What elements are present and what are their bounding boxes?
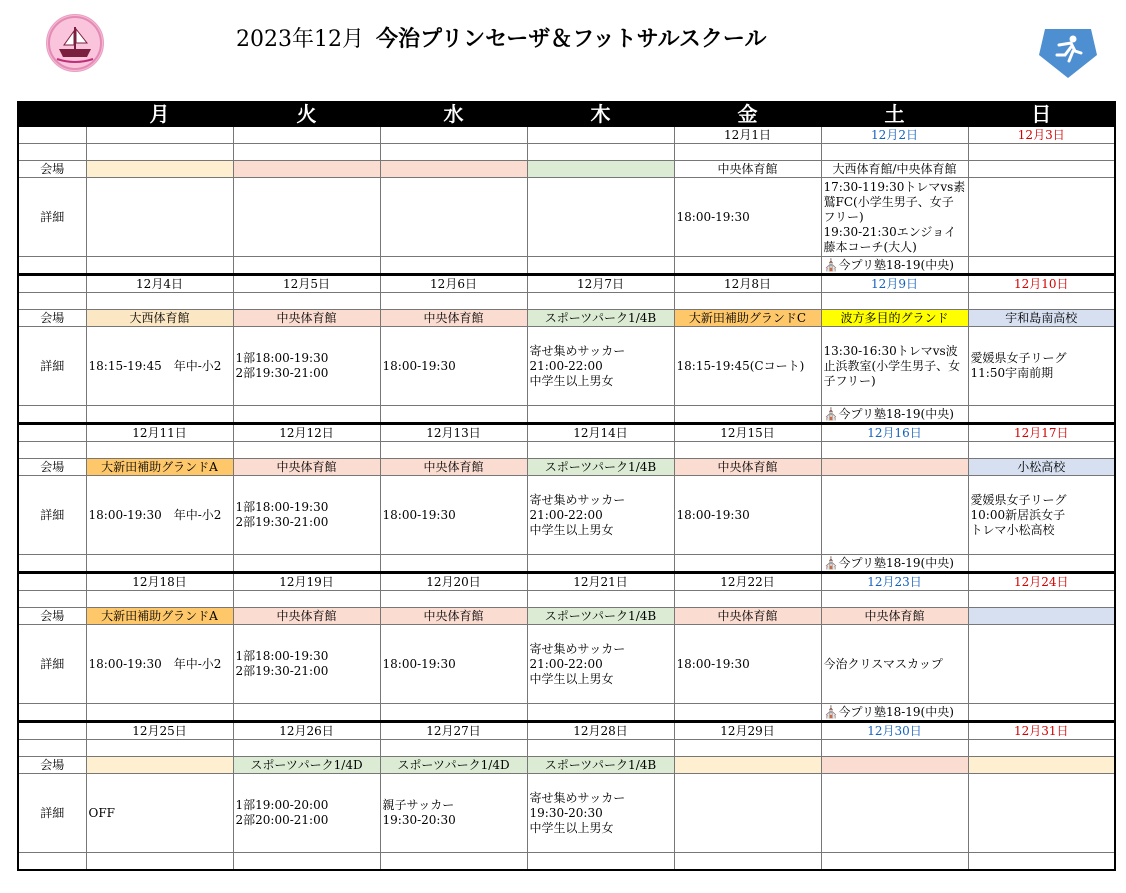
detail-cell: [527, 476, 674, 555]
venue-row: [18, 757, 1115, 774]
date-cell: 12月17日: [968, 424, 1115, 442]
note-row: [18, 555, 1115, 573]
detail-line: 愛媛県女子リーグ: [970, 492, 1067, 507]
detail-line: 2部19:30-21:00: [235, 664, 329, 678]
note-cell: [18, 406, 86, 424]
venue-row: [18, 608, 1115, 625]
venue-cell: 中央体育館: [233, 608, 380, 625]
page-title: [236, 22, 767, 53]
detail-row: [18, 178, 1115, 257]
detail-line: 18:00-19:30: [676, 656, 750, 671]
spacer-cell: [674, 591, 821, 608]
detail-line: 19:30-20:30: [529, 805, 603, 820]
date-cell: 12月13日: [380, 424, 527, 442]
detail-line: 11:50宇南前期: [970, 366, 1054, 380]
venue-cell: スポーツパーク1/4D: [380, 757, 527, 774]
corner-cell: [18, 102, 86, 127]
note-cell: [380, 555, 527, 573]
detail-cell: [380, 178, 527, 257]
detail-cell: [527, 625, 674, 704]
venue-cell: 波方多目的グランド: [821, 310, 968, 327]
detail-cell: [674, 178, 821, 257]
venue-cell: 中央体育館: [821, 608, 968, 625]
juku-note-cell: ⛪今プリ塾18-19(中央): [821, 704, 968, 722]
date-label-cell: [18, 127, 86, 144]
detail-line: 21:00-22:00: [529, 358, 603, 373]
date-cell: 12月28日: [527, 722, 674, 740]
detail-cell: [380, 327, 527, 406]
note-cell: [86, 853, 233, 871]
date-cell: 12月23日: [821, 573, 968, 591]
detail-cell: [233, 327, 380, 406]
venue-cell: 大新田補助グランドC: [674, 310, 821, 327]
spacer-cell: [821, 442, 968, 459]
spacer-cell: [527, 442, 674, 459]
detail-label: 詳細: [18, 327, 86, 406]
date-cell: 12月20日: [380, 573, 527, 591]
note-cell: [674, 853, 821, 871]
detail-cell: [674, 476, 821, 555]
note-cell: [18, 555, 86, 573]
date-cell: 12月2日: [821, 127, 968, 144]
detail-line: 1部18:00-19:30: [235, 500, 329, 514]
date-cell: 12月22日: [674, 573, 821, 591]
spacer-row: [18, 442, 1115, 459]
note-cell: [674, 406, 821, 424]
weekday-sat: 土: [821, 102, 968, 127]
detail-line: 18:15-19:45(Cコート): [676, 358, 805, 373]
detail-label: 詳細: [18, 774, 86, 853]
venue-cell: 中央体育館: [674, 608, 821, 625]
venue-cell: [968, 608, 1115, 625]
spacer-cell: [233, 144, 380, 161]
detail-line: 18:00-19:30: [382, 507, 456, 522]
detail-cell: [380, 774, 527, 853]
detail-line: 13:30-16:30トレマvs波止浜教室(小学生男子、女子フリー): [823, 343, 961, 388]
detail-cell: [86, 625, 233, 704]
date-label-cell: [18, 424, 86, 442]
note-cell: [527, 555, 674, 573]
venue-cell: 大西体育館: [86, 310, 233, 327]
note-cell: [968, 704, 1115, 722]
detail-cell: [233, 178, 380, 257]
date-cell: 12月26日: [233, 722, 380, 740]
venue-row: [18, 459, 1115, 476]
club-logo-right: [1037, 25, 1099, 80]
date-cell: 12月14日: [527, 424, 674, 442]
note-cell: [527, 704, 674, 722]
juku-note-cell: ⛪今プリ塾18-19(中央): [821, 257, 968, 275]
detail-line: OFF: [88, 805, 115, 820]
venue-cell: 中央体育館: [380, 459, 527, 476]
note-cell: [18, 704, 86, 722]
juku-note-cell: ⛪今プリ塾18-19(中央): [821, 555, 968, 573]
spacer-cell: [233, 442, 380, 459]
spacer-cell: [821, 591, 968, 608]
detail-line: 19:30-21:30エンジョイ 藤本コーチ(大人): [823, 224, 957, 254]
spacer-row: [18, 293, 1115, 310]
note-cell: [674, 704, 821, 722]
title-date: 2023年12月: [236, 27, 364, 52]
detail-line: 18:00-19:30: [382, 358, 456, 373]
note-cell: [968, 257, 1115, 275]
spacer-cell: [968, 740, 1115, 757]
venue-cell: [674, 757, 821, 774]
date-cell: [380, 127, 527, 144]
detail-cell: [86, 476, 233, 555]
spacer-cell: [968, 293, 1115, 310]
date-row: [18, 424, 1115, 442]
runner-shield-icon: [1037, 25, 1099, 80]
spacer-cell: [674, 293, 821, 310]
spacer-cell: [86, 442, 233, 459]
venue-cell: スポーツパーク1/4B: [527, 608, 674, 625]
detail-line: 17:30-119:30トレマvs素鷲FC(小学生男子、女子フリー): [823, 179, 966, 224]
date-cell: 12月19日: [233, 573, 380, 591]
detail-cell: [527, 178, 674, 257]
date-cell: 12月8日: [674, 275, 821, 293]
date-cell: 12月5日: [233, 275, 380, 293]
spacer-cell: [380, 293, 527, 310]
detail-line: 2部19:30-21:00: [235, 515, 329, 529]
detail-line: 今治クリスマスカップ: [823, 656, 943, 671]
venue-cell: 大西体育館/中央体育館: [821, 161, 968, 178]
note-row: [18, 853, 1115, 871]
detail-line: 寄せ集めサッカー: [529, 343, 626, 358]
spacer-cell: [233, 740, 380, 757]
venue-label: 会場: [18, 459, 86, 476]
date-cell: 12月24日: [968, 573, 1115, 591]
detail-cell: [527, 327, 674, 406]
date-cell: 12月30日: [821, 722, 968, 740]
detail-label: 詳細: [18, 476, 86, 555]
note-row: [18, 257, 1115, 275]
detail-row: [18, 476, 1115, 555]
note-cell: [527, 257, 674, 275]
detail-cell: [527, 774, 674, 853]
detail-line: 18:00-19:30 年中-小2: [88, 656, 222, 671]
detail-line: 2部20:00-21:00: [235, 813, 329, 827]
detail-cell: [674, 327, 821, 406]
spacer-cell: [380, 740, 527, 757]
venue-cell: [821, 459, 968, 476]
date-label-cell: [18, 573, 86, 591]
juku-note-cell: ⛪今プリ塾18-19(中央): [821, 406, 968, 424]
detail-cell: [86, 178, 233, 257]
spacer-cell: [86, 293, 233, 310]
detail-cell: [821, 476, 968, 555]
note-cell: [968, 853, 1115, 871]
venue-cell: 大新田補助グランドA: [86, 608, 233, 625]
date-cell: 12月21日: [527, 573, 674, 591]
spacer-cell: [18, 740, 86, 757]
date-cell: 12月10日: [968, 275, 1115, 293]
detail-line: トレマ小松高校: [970, 522, 1055, 537]
detail-line: 中学生以上男女: [529, 671, 614, 686]
venue-cell: [86, 757, 233, 774]
spacer-row: [18, 740, 1115, 757]
date-row: [18, 127, 1115, 144]
note-cell: [674, 257, 821, 275]
detail-cell: [380, 625, 527, 704]
venue-cell: [527, 161, 674, 178]
date-cell: 12月18日: [86, 573, 233, 591]
detail-cell: [233, 476, 380, 555]
date-cell: 12月7日: [527, 275, 674, 293]
venue-label: 会場: [18, 608, 86, 625]
detail-cell: [968, 327, 1115, 406]
note-cell: [233, 704, 380, 722]
spacer-cell: [968, 591, 1115, 608]
venue-cell: 中央体育館: [674, 459, 821, 476]
date-cell: 12月9日: [821, 275, 968, 293]
note-cell: [380, 257, 527, 275]
note-cell: [527, 406, 674, 424]
venue-cell: [233, 161, 380, 178]
detail-line: 10:00新居浜女子: [970, 507, 1066, 522]
weekday-header-row: [18, 102, 1115, 127]
detail-line: 1部18:00-19:30: [235, 649, 329, 663]
note-cell: [86, 257, 233, 275]
date-row: [18, 573, 1115, 591]
venue-cell: 宇和島南高校: [968, 310, 1115, 327]
detail-line: 中学生以上男女: [529, 522, 614, 537]
date-cell: [527, 127, 674, 144]
spacer-cell: [527, 740, 674, 757]
date-cell: 12月11日: [86, 424, 233, 442]
date-label-cell: [18, 275, 86, 293]
note-cell: [233, 853, 380, 871]
spacer-cell: [674, 740, 821, 757]
detail-line: 中学生以上男女: [529, 373, 614, 388]
date-cell: 12月1日: [674, 127, 821, 144]
spacer-cell: [527, 144, 674, 161]
date-cell: 12月15日: [674, 424, 821, 442]
calendar-table: [17, 101, 1116, 871]
date-cell: 12月4日: [86, 275, 233, 293]
spacer-cell: [380, 144, 527, 161]
weekday-fri: 金: [674, 102, 821, 127]
note-cell: [968, 406, 1115, 424]
venue-cell: [380, 161, 527, 178]
date-label-cell: [18, 722, 86, 740]
detail-row: [18, 774, 1115, 853]
venue-cell: 中央体育館: [380, 310, 527, 327]
venue-cell: 中央体育館: [674, 161, 821, 178]
spacer-cell: [674, 144, 821, 161]
detail-cell: [821, 327, 968, 406]
venue-cell: 中央体育館: [233, 310, 380, 327]
detail-cell: [821, 625, 968, 704]
note-cell: [968, 555, 1115, 573]
note-cell: [18, 853, 86, 871]
detail-cell: [968, 476, 1115, 555]
venue-cell: [821, 757, 968, 774]
note-cell: [18, 257, 86, 275]
spacer-cell: [18, 591, 86, 608]
detail-cell: [968, 774, 1115, 853]
venue-cell: 中央体育館: [380, 608, 527, 625]
date-cell: 12月27日: [380, 722, 527, 740]
detail-cell: [233, 774, 380, 853]
venue-cell: [86, 161, 233, 178]
detail-line: 18:00-19:30: [382, 656, 456, 671]
date-cell: 12月31日: [968, 722, 1115, 740]
spacer-cell: [86, 740, 233, 757]
spacer-cell: [18, 442, 86, 459]
club-logo-left: [46, 14, 104, 72]
spacer-cell: [968, 144, 1115, 161]
detail-cell: [86, 327, 233, 406]
spacer-cell: [380, 591, 527, 608]
spacer-cell: [674, 442, 821, 459]
note-cell: [233, 555, 380, 573]
detail-cell: [821, 178, 968, 257]
weekday-sun: 日: [968, 102, 1115, 127]
venue-cell: 大新田補助グランドA: [86, 459, 233, 476]
detail-row: [18, 327, 1115, 406]
detail-cell: [86, 774, 233, 853]
venue-cell: スポーツパーク1/4D: [233, 757, 380, 774]
date-cell: 12月12日: [233, 424, 380, 442]
detail-line: 18:00-19:30 年中-小2: [88, 507, 222, 522]
ship-logo-icon: [47, 15, 103, 71]
spacer-cell: [380, 442, 527, 459]
venue-label: 会場: [18, 757, 86, 774]
spacer-cell: [18, 293, 86, 310]
detail-line: 寄せ集めサッカー: [529, 790, 626, 805]
note-cell: [233, 406, 380, 424]
spacer-cell: [18, 144, 86, 161]
date-cell: 12月25日: [86, 722, 233, 740]
venue-cell: スポーツパーク1/4B: [527, 757, 674, 774]
weekday-mon: 月: [86, 102, 233, 127]
venue-row: [18, 161, 1115, 178]
note-row: [18, 406, 1115, 424]
weekday-wed: 水: [380, 102, 527, 127]
date-row: [18, 722, 1115, 740]
detail-line: 18:00-19:30: [676, 209, 750, 224]
spacer-cell: [821, 144, 968, 161]
date-cell: 12月29日: [674, 722, 821, 740]
venue-label: 会場: [18, 161, 86, 178]
detail-line: 親子サッカー: [382, 798, 455, 812]
title-name: 今治プリンセーザ＆フットサルスクール: [375, 27, 767, 52]
detail-line: 21:00-22:00: [529, 507, 603, 522]
note-cell: [86, 555, 233, 573]
note-cell: [527, 853, 674, 871]
detail-line: 21:00-22:00: [529, 656, 603, 671]
detail-cell: [968, 625, 1115, 704]
detail-cell: [821, 774, 968, 853]
spacer-row: [18, 144, 1115, 161]
detail-line: 中学生以上男女: [529, 820, 614, 835]
spacer-cell: [821, 740, 968, 757]
spacer-cell: [233, 293, 380, 310]
note-cell: [86, 406, 233, 424]
detail-row: [18, 625, 1115, 704]
detail-label: 詳細: [18, 178, 86, 257]
spacer-cell: [968, 442, 1115, 459]
venue-cell: 中央体育館: [233, 459, 380, 476]
date-cell: 12月6日: [380, 275, 527, 293]
detail-cell: [968, 178, 1115, 257]
note-cell: [380, 704, 527, 722]
weekday-tue: 火: [233, 102, 380, 127]
date-row: [18, 275, 1115, 293]
venue-cell: [968, 757, 1115, 774]
detail-line: 寄せ集めサッカー: [529, 492, 626, 507]
detail-label: 詳細: [18, 625, 86, 704]
detail-cell: [233, 625, 380, 704]
detail-line: 1部18:00-19:30: [235, 351, 329, 365]
detail-cell: [674, 625, 821, 704]
spacer-cell: [527, 591, 674, 608]
date-cell: [86, 127, 233, 144]
venue-label: 会場: [18, 310, 86, 327]
note-cell: [86, 704, 233, 722]
detail-line: 2部19:30-21:00: [235, 366, 329, 380]
weekday-thu: 木: [527, 102, 674, 127]
spacer-cell: [86, 144, 233, 161]
date-cell: 12月3日: [968, 127, 1115, 144]
spacer-cell: [86, 591, 233, 608]
detail-line: 19:30-20:30: [382, 813, 456, 827]
spacer-cell: [233, 591, 380, 608]
note-cell: [674, 555, 821, 573]
note-cell: [380, 853, 527, 871]
detail-cell: [674, 774, 821, 853]
note-cell: [233, 257, 380, 275]
detail-line: 愛媛県女子リーグ: [970, 351, 1067, 365]
detail-line: 18:15-19:45 年中-小2: [88, 358, 222, 373]
spacer-row: [18, 591, 1115, 608]
spacer-cell: [821, 293, 968, 310]
detail-cell: [380, 476, 527, 555]
juku-note-cell: [821, 853, 968, 871]
detail-line: 1部19:00-20:00: [235, 798, 329, 812]
spacer-cell: [527, 293, 674, 310]
venue-row: [18, 310, 1115, 327]
venue-cell: スポーツパーク1/4B: [527, 310, 674, 327]
note-cell: [380, 406, 527, 424]
detail-line: 18:00-19:30: [676, 507, 750, 522]
note-row: [18, 704, 1115, 722]
venue-cell: 小松高校: [968, 459, 1115, 476]
detail-line: 寄せ集めサッカー: [529, 641, 626, 656]
date-cell: 12月16日: [821, 424, 968, 442]
date-cell: [233, 127, 380, 144]
venue-cell: スポーツパーク1/4B: [527, 459, 674, 476]
venue-cell: [968, 161, 1115, 178]
